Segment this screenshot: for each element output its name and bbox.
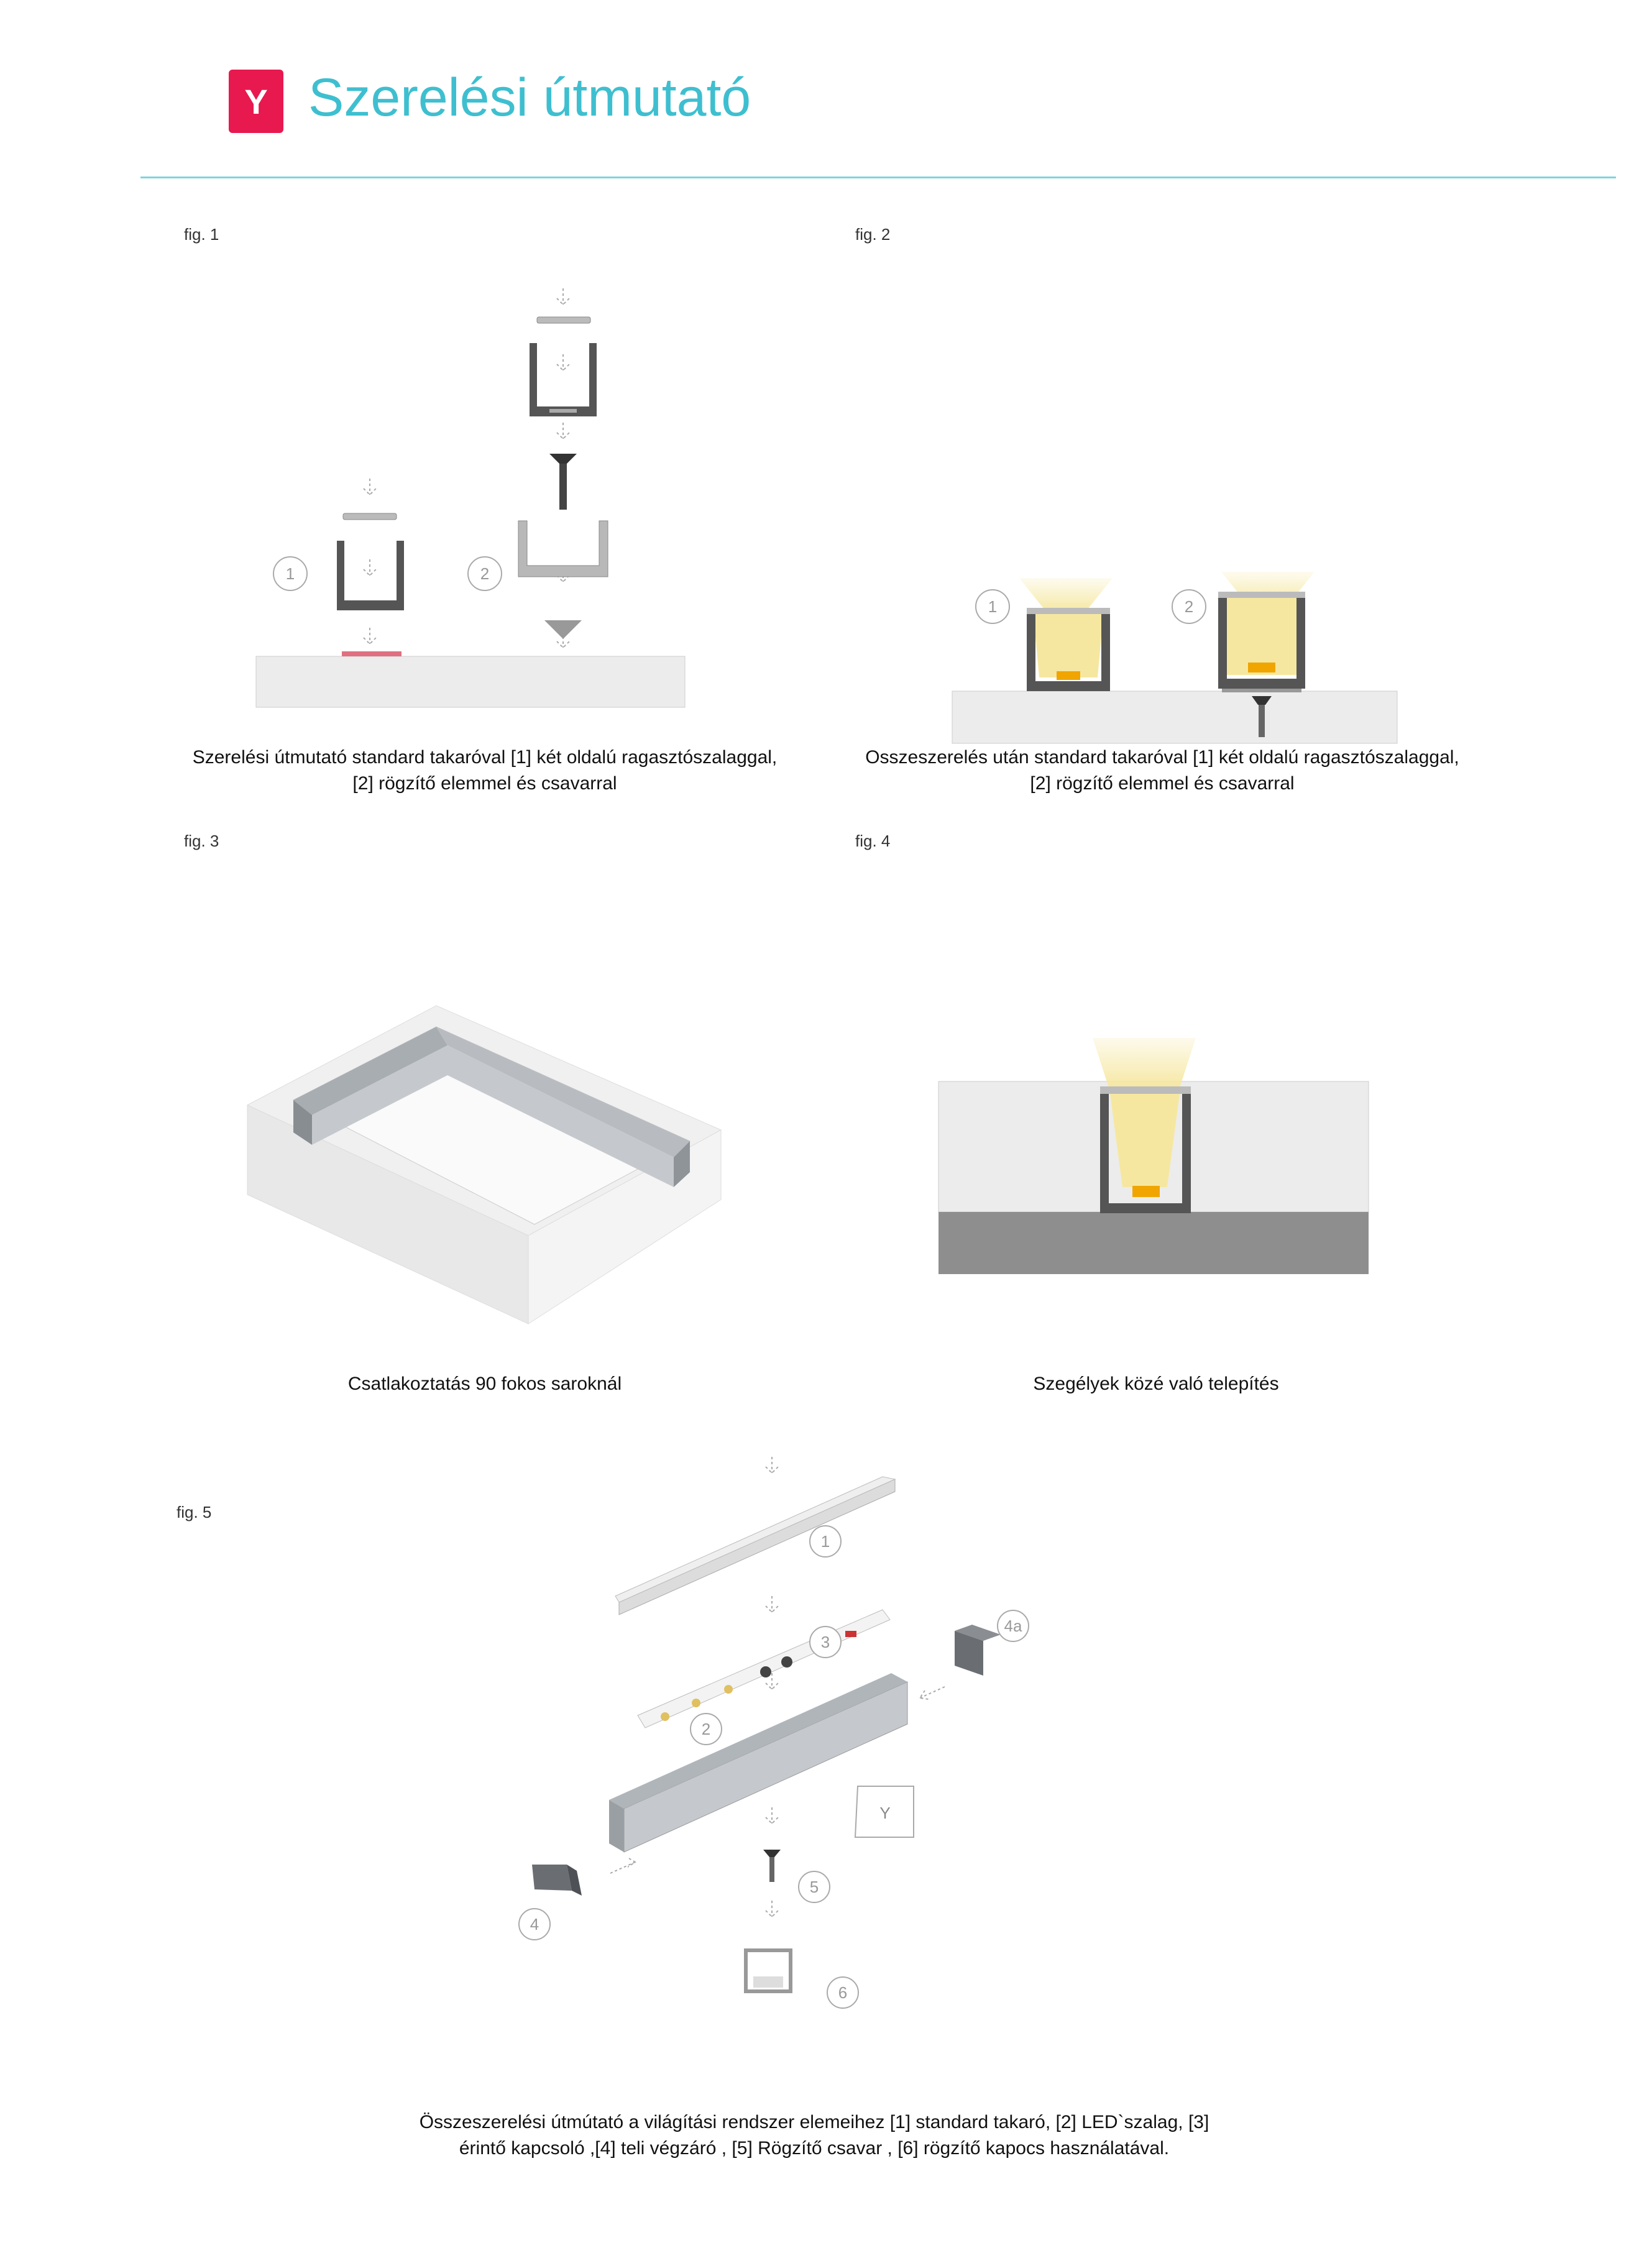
fig5-callout-6: 6 <box>838 1983 848 2002</box>
fig4-illustration <box>920 1019 1392 1287</box>
fig4-label: fig. 4 <box>855 832 891 850</box>
page-title: Szerelési útmutató <box>308 68 751 127</box>
fig5-caption-line1: Összeszerelési útmútató a világítási rendszer elemeihez [1] standard takaró, [2] LED`szalag, [3] <box>419 2112 1209 2132</box>
fig2-illustration <box>945 547 1442 746</box>
fig2-caption-line2: [2] rögzítő elemmel és csavarral <box>1030 773 1295 794</box>
fig1-caption-line1: Szerelési útmutató standard takaróval [1] két oldalú ragasztószalaggal, <box>192 747 778 768</box>
fig5-callout-2: 2 <box>701 1720 711 1738</box>
fig3-caption: Csatlakoztatás 90 fokos saroknál <box>347 1374 622 1394</box>
fig2-label: fig. 2 <box>855 225 891 244</box>
fig1-caption <box>149 745 820 797</box>
fig3-illustration <box>236 1001 733 1336</box>
brand-logo <box>229 70 283 133</box>
header-divider <box>140 177 1616 178</box>
fig2-caption-line1: Osszeszerelés után standard takaróval [1] két oldalú ragasztószalaggal, <box>865 747 1459 768</box>
fig5-callout-3: 3 <box>820 1633 830 1651</box>
fig1-callout-2: 2 <box>480 564 490 583</box>
fig5-callout-5: 5 <box>809 1878 819 1896</box>
fig2-callout-1: 1 <box>988 597 998 616</box>
fig1-illustration <box>249 273 696 721</box>
fig1-label: fig. 1 <box>184 225 219 244</box>
fig4-caption: Szegélyek közé való telepítés <box>1033 1374 1279 1394</box>
fig2-callout-2: 2 <box>1184 597 1194 616</box>
fig5-badge-letter: Y <box>879 1804 891 1822</box>
fig3-label: fig. 3 <box>184 832 219 850</box>
logo-letter: Y <box>244 81 268 121</box>
fig5-callout-4a: 4a <box>1004 1617 1022 1635</box>
fig5-illustration <box>510 1454 1131 2039</box>
fig5-callout-4: 4 <box>530 1915 539 1934</box>
fig2-caption <box>827 745 1498 797</box>
fig1-callout-1: 1 <box>285 564 295 583</box>
fig1-caption-line2: [2] rögzítő elemmel és csavarral <box>352 773 617 794</box>
fig5-caption <box>336 2109 1293 2162</box>
fig5-callout-1: 1 <box>820 1532 830 1551</box>
fig5-label: fig. 5 <box>177 1503 212 1521</box>
fig5-caption-line2: érintő kapcsoló ,[4] teli végzáró , [5] Rögzítő csavar , [6] rögzítő kapocs használatával. <box>459 2138 1170 2159</box>
